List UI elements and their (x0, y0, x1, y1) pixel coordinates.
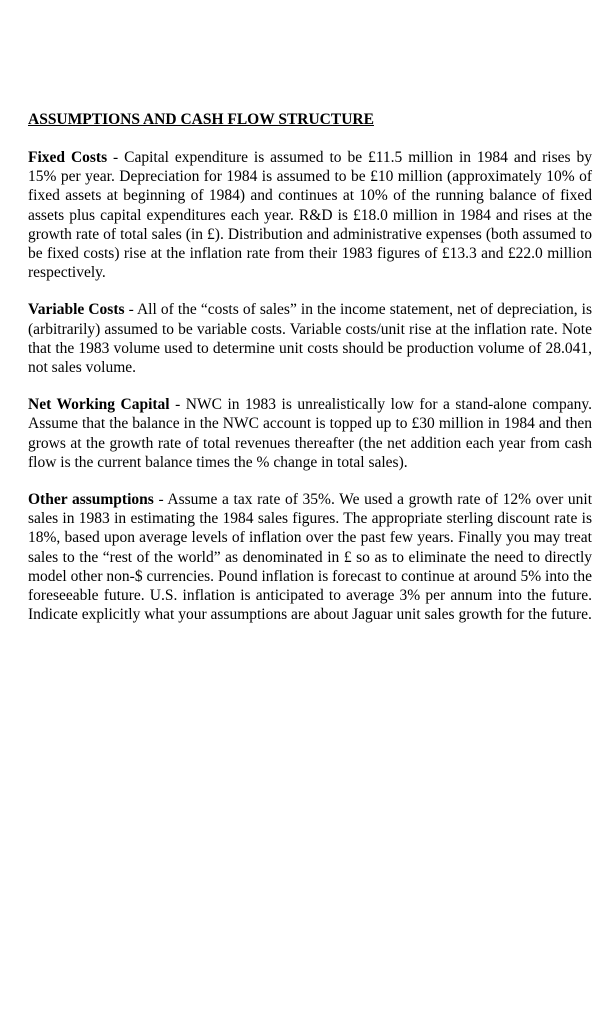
section-variable-costs (28, 300, 592, 377)
section-text: - All of the “costs of sales” in the income statement, net of depreciation, is (arbitrarily) assumed to be variable costs. Variable costs/unit rise at the inflation rate. Note that the 1983 volume used to determine unit costs should be production volume of 28.041, not sales volume. (28, 301, 592, 377)
section-text: - NWC in 1983 is unrealistically low for a stand-alone company. Assume that the balance in the NWC account is topped up to £30 million in 1984 and then grows at the growth rate of total revenues thereafter (the net addition each year from cash flow is the current balance times the % change in total sales). (28, 396, 592, 471)
document-heading: ASSUMPTIONS AND CASH FLOW STRUCTURE (28, 111, 374, 128)
section-other-assumptions (28, 490, 592, 624)
section-lead: Fixed Costs (28, 149, 108, 166)
section-text: - Capital expenditure is assumed to be £11.5 million in 1984 and rises by 15% per year. Depreciation for 1984 is assumed to be £10 million (approximately 10% of fixed assets at beginning of 1984) and continues at 10% of the running balance of fixed assets plus capital expenditures each year. R&D is £18.0 million in 1984 and rises at the growth rate of total sales (in £). Distribution and administrative expenses (both assumed to be fixed costs) rise at the inflation rate from their 1983 figures of £13.3 and £22.0 million respectively. (28, 149, 592, 282)
section-lead: Other assumptions (28, 491, 154, 509)
section-lead: Variable Costs (28, 301, 125, 319)
section-fixed-costs (28, 148, 592, 282)
section-text: - Assume a tax rate of 35%. We used a growth rate of 12% over unit sales in 1983 in estimating the 1984 sales figures. The appropriate sterling discount rate is 18%, based upon average levels of inflation over the past few years. Finally you may treat sales to the “rest of the world” as denominated in £ so as to eliminate the need to directly model other non-$ currencies. Pound inflation is forecast to continue at around 5% into the foreseeable future. U.S. inflation is anticipated to average 3% per annum into the future. Indicate explicitly what your assumptions are about Jaguar unit sales growth for the future. (28, 491, 593, 624)
section-lead: Net Working Capital (28, 396, 170, 414)
section-net-working-capital (28, 395, 592, 472)
document-page (28, 110, 592, 642)
